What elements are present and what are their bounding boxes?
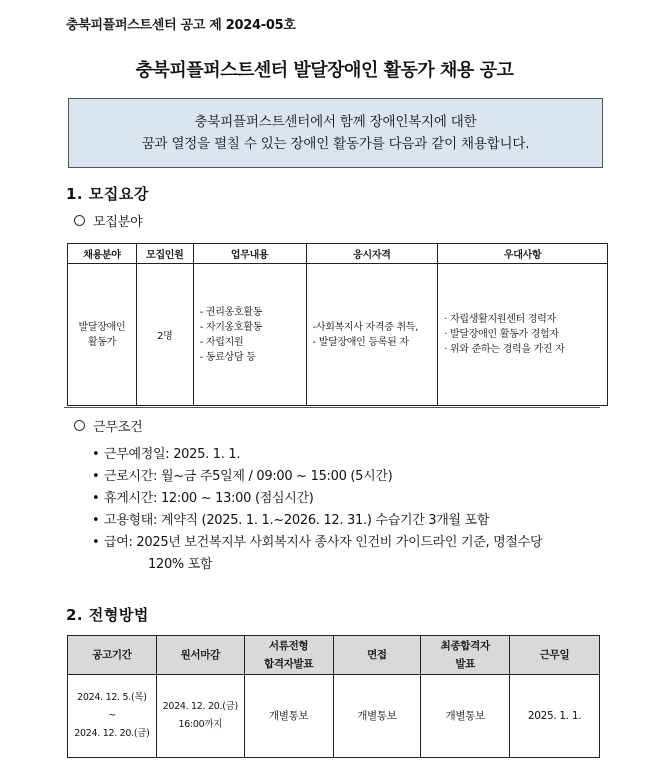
divider: [64, 407, 600, 408]
list-item: [92, 510, 542, 532]
condition-text: 휴게시간: 12:00 ~ 13:00 (점심시간): [104, 491, 314, 506]
table-row: [68, 264, 608, 406]
section-2-heading: 2. 전형방법: [66, 606, 149, 624]
condition-continuation: 120% 포함: [148, 557, 213, 572]
condition-text: 근로시간: 월~금 주5일제 / 09:00 ~ 15:00 (5시간): [104, 469, 393, 484]
table-row: [68, 675, 600, 758]
period-end: 2024. 12. 20.(금): [74, 728, 150, 739]
header-doc-result: 서류전형 합격자발표: [244, 636, 333, 675]
table-header-row: [68, 636, 600, 675]
cell-preferences: [438, 264, 608, 406]
cell-field: [68, 264, 137, 406]
preference-item: · 위와 준하는 경력을 가진 자: [444, 344, 565, 355]
list-item: [92, 488, 542, 510]
period-start: 2024. 12. 5.(목): [77, 692, 147, 703]
header-field: 채용분야: [68, 244, 137, 264]
duty-item: - 권리옹호활동: [199, 306, 263, 318]
cell-start-date: 2025. 1. 1.: [510, 675, 600, 758]
preference-item: · 발달장애인 활동가 경험자: [444, 329, 559, 340]
header-preferences: 우대사항: [438, 244, 608, 264]
intro-box: [68, 98, 603, 168]
header-qualifications: 응시자격: [306, 244, 438, 264]
period-separator: ~: [108, 710, 116, 721]
bullet-dot-icon: •: [92, 469, 100, 484]
section-1-heading: 1. 모집요강: [66, 185, 149, 203]
duty-item: - 자립지원: [199, 336, 244, 348]
header-final-result: 최종합격자 발표: [421, 636, 510, 675]
condition-text: 근무예정일: 2025. 1. 1.: [104, 447, 241, 462]
cell-doc-result: 개별통보: [244, 675, 333, 758]
cell-count: 2명: [136, 264, 193, 406]
header-count: 모집인원: [136, 244, 193, 264]
subsection-work-conditions-label: 근무조건: [93, 420, 143, 435]
notice-number: 충북피플퍼스트센터 공고 제 2024-05호: [66, 18, 296, 33]
list-item: [92, 532, 542, 554]
header-deadline: 원서마감: [156, 636, 244, 675]
header-interview: 면접: [333, 636, 421, 675]
conditions-list: [92, 444, 542, 576]
duty-item: - 자기옹호활동: [199, 321, 263, 333]
header-duties: 업무내용: [193, 244, 306, 264]
cell-deadline: [156, 675, 244, 758]
selection-table: [67, 635, 600, 758]
page-title: 충북피플퍼스트센터 발달장애인 활동가 채용 공고: [135, 60, 514, 81]
subsection-work-conditions: [74, 416, 142, 435]
subsection-recruit-field: [74, 211, 142, 230]
bullet-dot-icon: •: [92, 447, 100, 462]
field-line-1: 발달장애인: [78, 321, 126, 333]
cell-final-result: 개별통보: [421, 675, 510, 758]
list-item: [92, 444, 542, 466]
list-item: [92, 466, 542, 488]
intro-line-2: 꿈과 열정을 펼칠 수 있는 장애인 활동가를 다음과 같이 채용합니다.: [141, 136, 530, 152]
recruitment-table: [67, 243, 608, 406]
intro-line-1: 충북피플퍼스트센터에서 함께 장애인복지에 대한: [194, 114, 477, 130]
condition-text: 급여: 2025년 보건복지부 사회복지사 종사자 인건비 가이드라인 기준, 명절수당: [104, 535, 543, 550]
circle-bullet-icon: [74, 420, 85, 431]
header-start-date: 근무일: [510, 636, 600, 675]
bullet-dot-icon: •: [92, 535, 100, 550]
header-period: 공고기간: [68, 636, 157, 675]
field-line-2: 활동가: [87, 336, 116, 348]
bullet-dot-icon: •: [92, 513, 100, 528]
cell-duties: [193, 264, 306, 406]
duty-item: - 동료상담 등: [199, 351, 256, 363]
table-header-row: [68, 244, 608, 264]
qualification-item: - 발달장애인 등록된 자: [312, 336, 409, 348]
deadline-date: 2024. 12. 20.(금): [162, 701, 238, 712]
cell-qualifications: [306, 264, 438, 406]
cell-period: [68, 675, 157, 758]
bullet-dot-icon: •: [92, 491, 100, 506]
condition-text: 고용형태: 계약직 (2025. 1. 1.~2026. 12. 31.) 수습기간 3개월 포함: [104, 513, 490, 528]
cell-interview: 개별통보: [333, 675, 421, 758]
qualification-item: -사회복지사 자격증 취득,: [312, 321, 419, 333]
subsection-recruit-field-label: 모집분야: [93, 215, 143, 230]
preference-item: · 자립생활지원센터 경력자: [444, 314, 556, 325]
deadline-time: 16:00까지: [178, 719, 223, 730]
circle-bullet-icon: [74, 215, 85, 226]
